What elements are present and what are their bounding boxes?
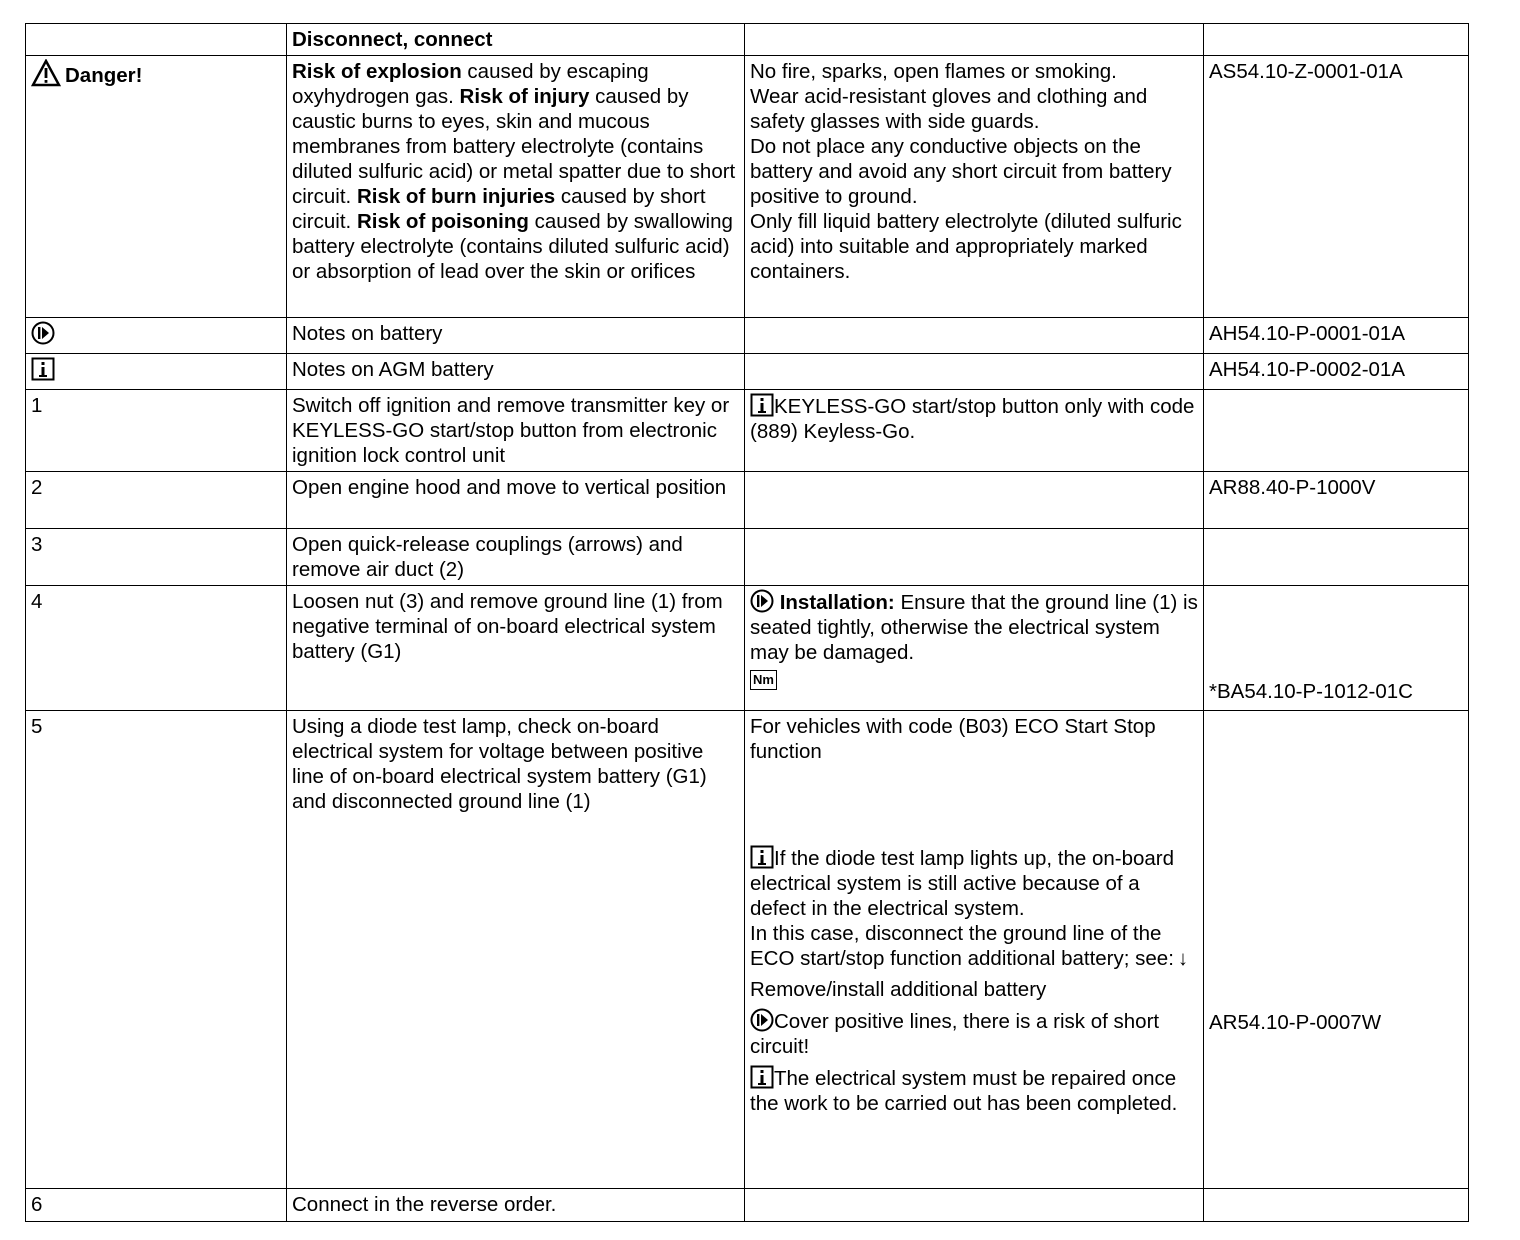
- header-cell-empty: [1204, 24, 1469, 56]
- notes-battery-text: Notes on battery: [287, 318, 745, 354]
- step-number: 3: [26, 529, 287, 586]
- procedure-table: [25, 23, 1469, 1222]
- step-ref[interactable]: AR88.40-P-1000V: [1204, 472, 1469, 529]
- step-number: 1: [26, 390, 287, 472]
- step-number: 2: [26, 472, 287, 529]
- step-note: [745, 711, 1204, 1189]
- info-note: [750, 845, 1198, 921]
- caution-text: Cover positive lines, there is a risk of short circuit!: [750, 1010, 1160, 1058]
- remove-install-link[interactable]: Remove/install additional battery: [750, 978, 1047, 1001]
- torque-nm-icon: Nm: [750, 670, 777, 690]
- step-ref[interactable]: AR54.10-P-0007W: [1209, 1011, 1382, 1034]
- arrow-down-icon[interactable]: ↓: [1177, 947, 1189, 970]
- note-arrow-icon: [750, 589, 774, 613]
- empty-cell: [745, 1189, 1204, 1222]
- step-number: 5: [26, 711, 287, 1189]
- step-row: [26, 529, 1469, 586]
- measure-line: Wear acid-resistant gloves and clothing and safety glasses with side guards.: [750, 85, 1148, 133]
- info-icon: [750, 845, 774, 869]
- header-cell-empty: [745, 24, 1204, 56]
- danger-label: Danger!: [65, 64, 143, 87]
- risk-part: Risk of poisoning: [356, 210, 529, 233]
- risk-part: caused by escaping oxyhydrogen gas.: [292, 60, 649, 108]
- notes-agm-text: Notes on AGM battery: [287, 354, 745, 390]
- caution-note: [750, 1008, 1198, 1059]
- notes-battery-row: [26, 318, 1469, 354]
- risk-part: caused by caustic burns to eyes, skin and mucous membranes from battery electrolyte (contains diluted sulfuric acid) or metal spatter due to short circuit.: [292, 85, 736, 208]
- measure-line: Do not place any conductive objects on the battery and avoid any short circuit from battery positive to ground.: [750, 135, 1172, 208]
- installation-label: Installation:: [779, 591, 895, 614]
- step-number: 6: [26, 1189, 287, 1222]
- info-icon: [31, 357, 55, 381]
- danger-risk-text: [287, 56, 745, 318]
- info-icon-cell: [26, 354, 287, 390]
- step-row: [26, 1189, 1469, 1222]
- danger-measures: [745, 56, 1204, 318]
- notes-icon-cell: [26, 318, 287, 354]
- code-note: For vehicles with code (B03) ECO Start Stop function: [750, 715, 1156, 763]
- step-note: [745, 390, 1204, 472]
- empty-cell: [745, 529, 1204, 586]
- step-row: [26, 586, 1469, 711]
- notes-battery-ref[interactable]: AH54.10-P-0001-01A: [1204, 318, 1469, 354]
- danger-ref[interactable]: AS54.10-Z-0001-01A: [1204, 56, 1469, 318]
- empty-cell: [1204, 1189, 1469, 1222]
- header-cell-empty: [26, 24, 287, 56]
- disconnect-note: [750, 921, 1198, 971]
- info-icon: [750, 393, 774, 417]
- empty-cell: [745, 354, 1204, 390]
- note-arrow-icon: [750, 1008, 774, 1032]
- empty-cell: [745, 472, 1204, 529]
- notes-agm-row: [26, 354, 1469, 390]
- warning-triangle-icon: [31, 59, 61, 87]
- measure-line: No fire, sparks, open flames or smoking.: [750, 60, 1117, 83]
- note-arrow-icon: [31, 321, 55, 345]
- step-text: Loosen nut (3) and remove ground line (1) from negative terminal of on-board electrical system battery (G1): [287, 586, 745, 711]
- step-text: Switch off ignition and remove transmitter key or KEYLESS-GO start/stop button from electronic ignition lock control unit: [287, 390, 745, 472]
- step-row: [26, 390, 1469, 472]
- step-note: [745, 586, 1204, 711]
- step-text: Connect in the reverse order.: [287, 1189, 745, 1222]
- info-note-text: If the diode test lamp lights up, the on-board electrical system is still active because of a defect in the electrical system.: [750, 847, 1175, 920]
- step-text: Open engine hood and move to vertical position: [287, 472, 745, 529]
- step-row: [26, 472, 1469, 529]
- repair-note: [750, 1065, 1198, 1116]
- notes-agm-ref[interactable]: AH54.10-P-0002-01A: [1204, 354, 1469, 390]
- step-text: Using a diode test lamp, check on-board electrical system for voltage between positive line of on-board electrical system battery (G1) and disconnected ground line (1): [287, 711, 745, 1189]
- installation-text: Ensure that the ground line (1) is seated tightly, otherwise the electrical system may be damaged.: [750, 591, 1198, 664]
- header-row: [26, 24, 1469, 56]
- step-number: 4: [26, 586, 287, 711]
- measure-line: Only fill liquid battery electrolyte (diluted sulfuric acid) into suitable and appropriately marked containers.: [750, 210, 1182, 283]
- step-ref-cell: [1204, 711, 1469, 1189]
- danger-label-cell: [26, 56, 287, 318]
- risk-part: Risk of injury: [459, 85, 590, 108]
- header-title: Disconnect, connect: [287, 24, 745, 56]
- repair-text: The electrical system must be repaired once the work to be carried out has been completed.: [750, 1067, 1178, 1115]
- danger-row: [26, 56, 1469, 318]
- step-row: [26, 711, 1469, 1189]
- info-icon: [750, 1065, 774, 1089]
- step-ref[interactable]: *BA54.10-P-1012-01C: [1204, 586, 1469, 711]
- risk-part: caused by short circuit.: [292, 185, 706, 233]
- disconnect-note-text: In this case, disconnect the ground line of the ECO start/stop function additional battery; see:: [750, 922, 1174, 970]
- empty-cell: [1204, 390, 1469, 472]
- risk-part: Risk of burn injuries: [356, 185, 556, 208]
- empty-cell: [1204, 529, 1469, 586]
- step-note-text: KEYLESS-GO start/stop button only with code (889) Keyless-Go.: [750, 395, 1195, 443]
- risk-part: Risk of explosion: [292, 60, 462, 83]
- empty-cell: [745, 318, 1204, 354]
- step-text: Open quick-release couplings (arrows) and remove air duct (2): [287, 529, 745, 586]
- risk-part: caused by swallowing battery electrolyte (contains diluted sulfuric acid) or absorption of lead over the skin or orifices: [292, 210, 733, 283]
